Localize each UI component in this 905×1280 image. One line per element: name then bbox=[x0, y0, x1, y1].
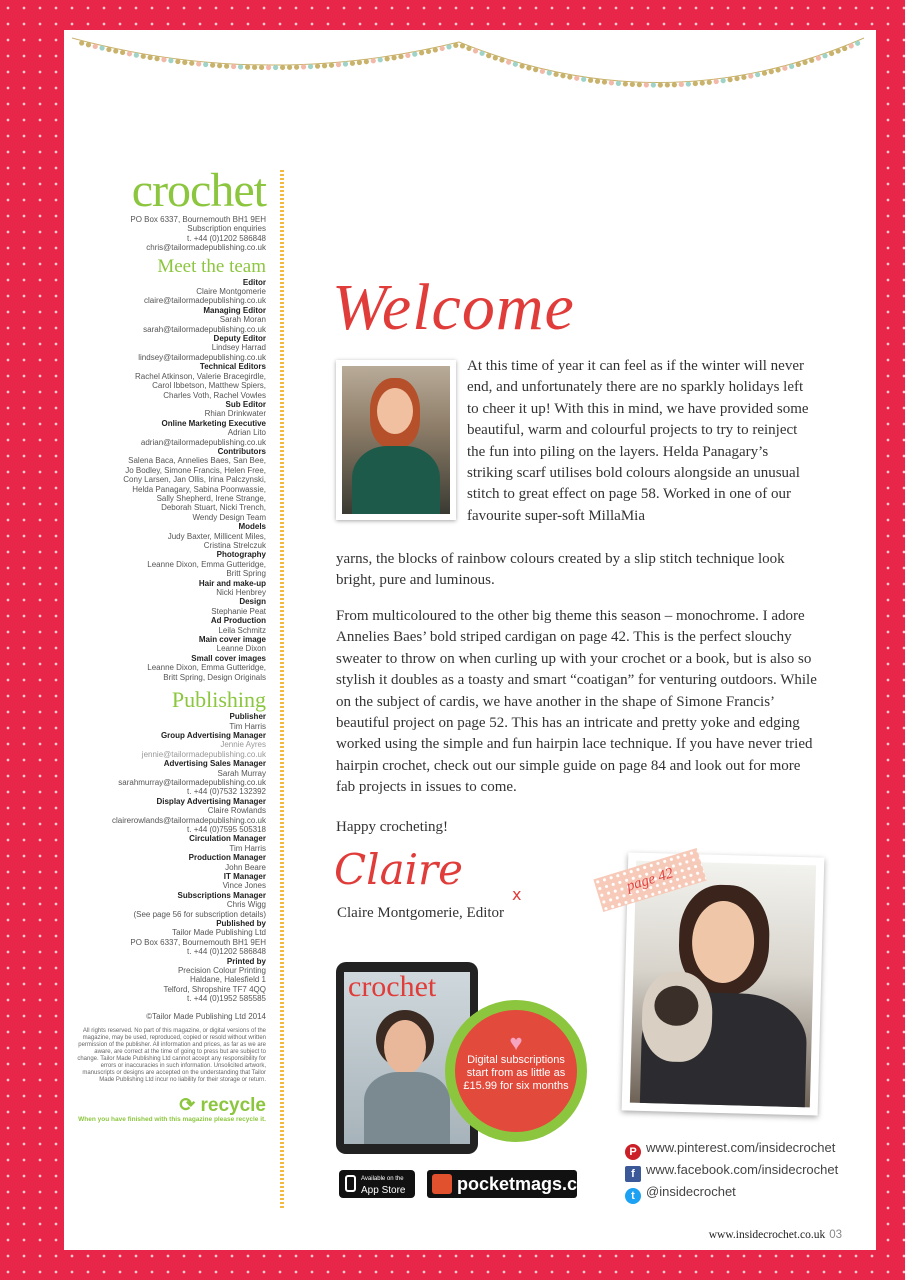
recycle-logo bbox=[72, 1096, 266, 1124]
team-heading: Meet the team bbox=[157, 255, 266, 277]
bunting-flag bbox=[405, 53, 410, 58]
credit-line: Haldane, Halesfield 1 bbox=[189, 975, 266, 985]
bunting-flag bbox=[440, 46, 445, 51]
credit-line: Leila Schmitz bbox=[218, 625, 266, 635]
bunting-flag bbox=[371, 58, 376, 63]
credit-line[interactable]: sarahmurray@tailormadepublishing.co.uk bbox=[118, 777, 266, 787]
bunting-flag bbox=[816, 56, 821, 61]
role-title: Design bbox=[239, 597, 266, 607]
publishing-heading: Publishing bbox=[171, 687, 266, 713]
credit-line: Stephanie Peat bbox=[211, 606, 266, 616]
bunting-flag bbox=[714, 79, 719, 84]
bunting-flag bbox=[727, 77, 732, 82]
credit-line: Britt Spring bbox=[226, 569, 266, 579]
bunting-flag bbox=[315, 64, 320, 69]
bunting-flag bbox=[637, 82, 642, 87]
bunting-flag bbox=[658, 82, 663, 87]
bunting-flag bbox=[609, 80, 614, 85]
bunting-flag bbox=[196, 61, 201, 66]
recycle-icon: ⟳ bbox=[179, 1095, 196, 1117]
credit-line: Tailor Made Publishing Ltd bbox=[172, 928, 266, 938]
legal-notice: All rights reserved. No part of this magazine, or digital versions of the magazine, may be used, reproduced, copied or resold without written permission of the publisher. All information and prices, as far as we are aware, are correct at the time of going to press but are subject to change. Tailor Made Publishing Ltd cannot accept any responsibility for errors or inaccuracies in such information. Unsolicited artwork, manuscripts or designs are accepted on the understanding that Tailor Made Publishing Ltd incur no liability for their storage or return. bbox=[77, 1028, 266, 1084]
phone-icon bbox=[345, 1175, 356, 1192]
bunting-flag bbox=[99, 45, 104, 50]
credit-line: Salena Baca, Annelies Baes, San Bee, bbox=[128, 456, 266, 466]
bunting-flag bbox=[419, 50, 424, 55]
bunting-flag bbox=[86, 42, 91, 47]
bunting-flag bbox=[385, 56, 390, 61]
bunting-flag bbox=[148, 55, 153, 60]
bunting-flag bbox=[217, 63, 222, 68]
editor-photo bbox=[336, 360, 456, 520]
bunting-flag bbox=[796, 62, 801, 67]
subscription-offer-badge bbox=[445, 1000, 587, 1142]
bunting-flag bbox=[755, 72, 760, 77]
credit-line[interactable]: adrian@tailormadepublishing.co.uk bbox=[140, 437, 266, 447]
bunting-flag bbox=[175, 59, 180, 64]
bunting-flag bbox=[630, 82, 635, 87]
subscription-offer-text: Digital subscriptions start from as little as £15.99 for six months bbox=[463, 1054, 569, 1092]
bunting-flag bbox=[466, 46, 471, 51]
role-title: IT Manager bbox=[223, 872, 266, 881]
team-list bbox=[72, 278, 266, 682]
bunting-flag bbox=[231, 64, 236, 69]
intro-paragraph-wrap: At this time of year it can feel as if the winter will never end, and unfortunately there are no sparkly holidays left to cheer it up! With this in mind, we have provided some beautiful, warm and colourful projects to try to reinject the fun into piling on the layers. Helda Panagary’s striking scarf utilises bold colours alongside an unusual stitch to great effect on page 58. Worked in one of our favourite super-soft MillaMia bbox=[467, 358, 809, 524]
credit-line: Wendy Design Team bbox=[192, 512, 266, 522]
bunting-flag bbox=[782, 66, 787, 71]
bunting-flag bbox=[322, 63, 327, 68]
bunting-flag bbox=[734, 76, 739, 81]
svg-text:Claire: Claire bbox=[334, 845, 463, 894]
closing-line: Happy crocheting! bbox=[336, 819, 449, 835]
bunting-flag bbox=[842, 46, 847, 51]
bunting-flag bbox=[560, 73, 565, 78]
bunting-flag bbox=[836, 48, 841, 53]
credit-line: Carol Ibbetson, Matthew Spiers, bbox=[152, 381, 266, 391]
bunting-flag bbox=[789, 64, 794, 69]
credit-line[interactable]: lindsey@tailormadepublishing.co.uk bbox=[138, 352, 266, 362]
bunting-flag bbox=[533, 67, 538, 72]
bunting-flag bbox=[855, 41, 860, 46]
pocketmags-label: pocketmags.com bbox=[457, 1174, 605, 1194]
bunting-flag bbox=[707, 80, 712, 85]
editor-signoff: Claire Montgomerie, Editor bbox=[337, 905, 505, 921]
role-title: Deputy Editor bbox=[213, 334, 266, 344]
role-title: Sub Editor bbox=[225, 399, 266, 409]
credit-line[interactable]: sarah@tailormadepublishing.co.uk bbox=[143, 324, 266, 334]
bunting-flag bbox=[486, 53, 491, 58]
bunting-flag bbox=[540, 69, 545, 74]
bunting-flag bbox=[266, 65, 271, 70]
credit-line: t. +44 (0)7532 132392 bbox=[187, 787, 266, 797]
role-title: Hair and make-up bbox=[198, 578, 266, 588]
role-title: Production Manager bbox=[188, 853, 266, 863]
bunting-flag bbox=[693, 81, 698, 86]
credit-line: Leanne Dixon, Emma Gutteridge, bbox=[147, 663, 266, 673]
credit-line[interactable]: jennie@tailormadepublishing.co.uk bbox=[141, 749, 266, 759]
bunting-flag bbox=[762, 71, 767, 76]
bunting-flag bbox=[343, 61, 348, 66]
sidebar-divider bbox=[280, 170, 284, 1210]
bunting-flag bbox=[203, 62, 208, 67]
bunting-flag bbox=[849, 43, 854, 48]
bunting-flag bbox=[679, 82, 684, 87]
role-title: Small cover images bbox=[191, 653, 266, 663]
masthead-sidebar bbox=[72, 164, 266, 1124]
bunting-flag bbox=[453, 43, 458, 48]
bunting-flag bbox=[479, 51, 484, 56]
pinterest-icon: P bbox=[625, 1144, 641, 1160]
credit-line: Rhian Drinkwater bbox=[204, 409, 266, 419]
recycle-word: recycle bbox=[200, 1095, 266, 1117]
role-title: Published by bbox=[216, 919, 266, 929]
bunting-flag bbox=[741, 75, 746, 80]
publishing-list bbox=[72, 712, 266, 1004]
bunting-flag bbox=[245, 65, 250, 70]
bunting-flag bbox=[120, 50, 125, 55]
role-title: Main cover image bbox=[198, 635, 266, 645]
role-title: Group Advertising Manager bbox=[160, 730, 266, 740]
pocketmags-icon bbox=[432, 1174, 452, 1194]
bunting-flag bbox=[446, 44, 451, 49]
bunting-flag bbox=[238, 64, 243, 69]
credit-line: PO Box 6337, Bournemouth BH1 9EH bbox=[130, 937, 266, 947]
bunting-flag bbox=[809, 58, 814, 63]
bunting-flag bbox=[106, 47, 111, 52]
bunting-flag bbox=[595, 79, 600, 84]
bunting-flag bbox=[672, 82, 677, 87]
bunting-flag bbox=[581, 77, 586, 82]
bunting-flag bbox=[822, 53, 827, 58]
credit-line: Vince Jones bbox=[222, 881, 266, 891]
credit-line: Judy Baxter, Millicent Miles, bbox=[167, 531, 266, 541]
bunting-flag bbox=[776, 67, 781, 72]
credit-line: Charles Voth, Rachel Vowles bbox=[163, 390, 266, 400]
bunting-flag bbox=[769, 69, 774, 74]
pinterest-link[interactable] bbox=[625, 1139, 835, 1160]
bunting-flag bbox=[506, 60, 511, 65]
credit-line[interactable]: clairerowlands@tailormadepublishing.co.uk bbox=[112, 815, 266, 825]
page-title: Welcome bbox=[332, 271, 575, 344]
bunting-flag bbox=[553, 72, 558, 77]
credit-line: Tim Harris bbox=[229, 721, 266, 731]
bunting-flag bbox=[189, 61, 194, 66]
bunting-flag bbox=[378, 57, 383, 62]
bunting-flag bbox=[426, 49, 431, 54]
role-title: Contributors bbox=[217, 446, 266, 456]
bunting-flag bbox=[113, 48, 118, 53]
bunting-flag bbox=[161, 57, 166, 62]
bunting-flag bbox=[829, 51, 834, 56]
crochet-logo: crochet bbox=[131, 164, 266, 217]
appstore-label: App Store bbox=[361, 1185, 406, 1196]
bunting-flag bbox=[616, 81, 621, 86]
bunting-flag bbox=[210, 63, 215, 68]
page-tape-label: page 42 bbox=[593, 848, 706, 912]
bunting-flag bbox=[79, 40, 84, 45]
twitter-icon: t bbox=[625, 1188, 641, 1204]
role-title: Display Advertising Manager bbox=[156, 796, 266, 806]
heart-icon: ♥ bbox=[509, 1030, 523, 1055]
editor-signature bbox=[330, 840, 530, 902]
credit-line: Precision Colour Printing bbox=[177, 966, 266, 976]
role-title: Subscriptions Manager bbox=[177, 890, 266, 900]
bunting-flag bbox=[623, 81, 628, 86]
credit-line: Claire Montgomerie bbox=[196, 287, 266, 297]
twitter-link[interactable] bbox=[625, 1183, 736, 1204]
bunting-flag bbox=[567, 74, 572, 79]
bunting-flag bbox=[651, 82, 656, 87]
credit-line: Jo Bodley, Simone Francis, Helen Free, bbox=[125, 465, 266, 475]
copyright: ©Tailor Made Publishing Ltd 2014 bbox=[146, 1011, 266, 1021]
bunting-flag bbox=[273, 65, 278, 70]
role-title: Advertising Sales Manager bbox=[163, 759, 266, 769]
address: PO Box 6337, Bournemouth BH1 9EH bbox=[130, 215, 266, 224]
credit-line: Deborah Stuart, Nicki Trench, bbox=[161, 503, 266, 513]
bunting-flag bbox=[287, 65, 292, 70]
second-paragraph: From multicoloured to the other big theme this season – monochrome. I adore Annelies Baes’ bold striped cardigan on page 42. This is the perfect slouchy sweater to throw on when curling up with your crochet or a book, but is also so stylish it doubles as a toasty and smart “coatigan” for venturing outdoors. While on the subject of cardis, we have another in the shape of Simone Francis’ beautiful project on page 52. This has an intricate and pretty yoke and edging worked using the simple and fun hairpin lace technique. If you have never tried hairpin crochet, check out our simple guide on page 84 and look out for more fab projects in issues to come. bbox=[336, 608, 817, 796]
bunting-flag bbox=[168, 58, 173, 63]
bunting-flag bbox=[127, 51, 132, 56]
bunting-flag bbox=[93, 44, 98, 49]
bunting-flag bbox=[493, 55, 498, 60]
bunting-flag bbox=[350, 61, 355, 66]
credit-line: Sally Shepherd, Irene Strange, bbox=[156, 493, 266, 503]
bunting-flag bbox=[519, 63, 524, 68]
role-title: Printed by bbox=[226, 956, 266, 966]
bunting-flag bbox=[513, 62, 518, 67]
app-store-button[interactable] bbox=[339, 1170, 415, 1198]
credit-line: t. +44 (0)1202 586848 bbox=[187, 947, 266, 957]
recycle-note: When you have finished with this magazine please recycle it. bbox=[78, 1116, 266, 1124]
bunting-flag bbox=[700, 80, 705, 85]
twitter-handle: @insidecrochet bbox=[646, 1184, 736, 1199]
pinterest-url: www.pinterest.com/insidecrochet bbox=[646, 1140, 836, 1155]
intro-paragraph-rest: yarns, the blocks of rainbow colours created by a slip stitch technique look bright, pure and luminous. bbox=[336, 551, 785, 589]
bunting-flag bbox=[259, 65, 264, 70]
bunting-flag bbox=[547, 70, 552, 75]
bunting-flag bbox=[398, 54, 403, 59]
credit-line: Rachel Atkinson, Valerie Bracegirdle, bbox=[134, 371, 266, 381]
bunting-flag bbox=[336, 62, 341, 67]
role-title: Photography bbox=[216, 550, 266, 560]
bunting-flag bbox=[364, 59, 369, 64]
bunting-flag bbox=[329, 63, 334, 68]
bunting-flag bbox=[721, 78, 726, 83]
role-title: Managing Editor bbox=[203, 305, 266, 315]
role-title: Editor bbox=[242, 277, 266, 287]
bunting-flag bbox=[588, 78, 593, 83]
credit-line: Adrian Lito bbox=[227, 428, 266, 438]
bunting-flag bbox=[499, 57, 504, 62]
role-title: Technical Editors bbox=[199, 362, 266, 372]
role-title: Models bbox=[238, 522, 266, 532]
role-title: Online Marketing Executive bbox=[161, 418, 266, 428]
facebook-link[interactable] bbox=[625, 1161, 838, 1182]
page-footer bbox=[709, 1229, 842, 1241]
appstore-small-label: Available on the bbox=[361, 1176, 404, 1182]
bunting-flag bbox=[473, 48, 478, 53]
subscription-label: Subscription enquiries bbox=[187, 224, 266, 234]
credit-line: t. +44 (0)1952 585585 bbox=[187, 994, 266, 1004]
subscription-phone: t. +44 (0)1202 586848 bbox=[187, 233, 266, 243]
bunting-flag bbox=[433, 47, 438, 52]
bunting-flag bbox=[460, 43, 465, 48]
credit-line[interactable]: claire@tailormadepublishing.co.uk bbox=[144, 296, 266, 306]
role-title: Ad Production bbox=[210, 616, 266, 626]
bunting-flag bbox=[308, 64, 313, 69]
bunting-flag bbox=[602, 79, 607, 84]
footer-url[interactable]: www.insidecrochet.co.uk bbox=[708, 1229, 826, 1241]
credit-line: Cristina Strelczuk bbox=[203, 541, 266, 550]
credit-line: Helda Panagary, Sabina Poonwassie, bbox=[132, 484, 266, 494]
credit-line: Sarah Moran bbox=[219, 315, 266, 325]
bunting-flag bbox=[665, 82, 670, 87]
bunting-decoration bbox=[64, 30, 876, 130]
bunting-flag bbox=[644, 82, 649, 87]
bunting-flag bbox=[134, 53, 139, 58]
credit-line: John Beare bbox=[225, 862, 266, 872]
credit-line: (See page 56 for subscription details) bbox=[133, 909, 266, 919]
role-title: Publisher bbox=[229, 712, 266, 722]
bunting-flag bbox=[412, 52, 417, 57]
pocketmags-button[interactable] bbox=[427, 1170, 605, 1198]
facebook-url: www.facebook.com/insidecrochet bbox=[646, 1162, 839, 1177]
credit-line: Telford, Shropshire TF7 4QQ bbox=[163, 984, 266, 994]
bunting-flag bbox=[154, 56, 159, 61]
bunting-flag bbox=[802, 60, 807, 65]
bunting-flag bbox=[280, 65, 285, 70]
credit-line: Sarah Murray bbox=[217, 768, 266, 778]
bunting-flag bbox=[141, 54, 146, 59]
credit-line: Lindsey Harrad bbox=[211, 343, 266, 353]
magazine-page bbox=[64, 30, 876, 1250]
credit-line: Chris Wigg bbox=[226, 900, 266, 910]
credit-line: Leanne Dixon, Emma Gutteridge, bbox=[147, 559, 266, 569]
facebook-icon: f bbox=[625, 1166, 641, 1182]
role-title: Circulation Manager bbox=[189, 834, 266, 844]
credit-line: Jennie Ayres bbox=[220, 740, 266, 750]
credit-line: Tim Harris bbox=[229, 843, 266, 853]
credit-line: Nicki Henbrey bbox=[216, 588, 266, 598]
bunting-flag bbox=[182, 60, 187, 65]
subscription-email[interactable]: chris@tailormadepublishing.co.uk bbox=[146, 243, 266, 253]
bunting-flag bbox=[391, 55, 396, 60]
bunting-flag bbox=[357, 60, 362, 65]
credit-line: t. +44 (0)7595 505318 bbox=[187, 824, 266, 834]
svg-text:x: x bbox=[512, 885, 522, 902]
credit-line: Leanne Dixon bbox=[216, 644, 266, 654]
credit-line: Cony Larsen, Jan Ollis, Irina Palczynski, bbox=[123, 475, 266, 485]
bunting-flag bbox=[748, 73, 753, 78]
bunting-flag bbox=[574, 76, 579, 81]
bunting-flag bbox=[301, 64, 306, 69]
bunting-flag bbox=[686, 81, 691, 86]
tablet-logo: crochet bbox=[348, 972, 437, 1003]
bunting-flag bbox=[294, 65, 299, 70]
bunting-flag bbox=[526, 65, 531, 70]
bunting-flag bbox=[224, 64, 229, 69]
credit-line: Claire Rowlands bbox=[207, 806, 266, 816]
page-number: 03 bbox=[829, 1229, 842, 1241]
credit-line: Britt Spring, Design Originals bbox=[163, 672, 266, 682]
bunting-flag bbox=[252, 65, 257, 70]
